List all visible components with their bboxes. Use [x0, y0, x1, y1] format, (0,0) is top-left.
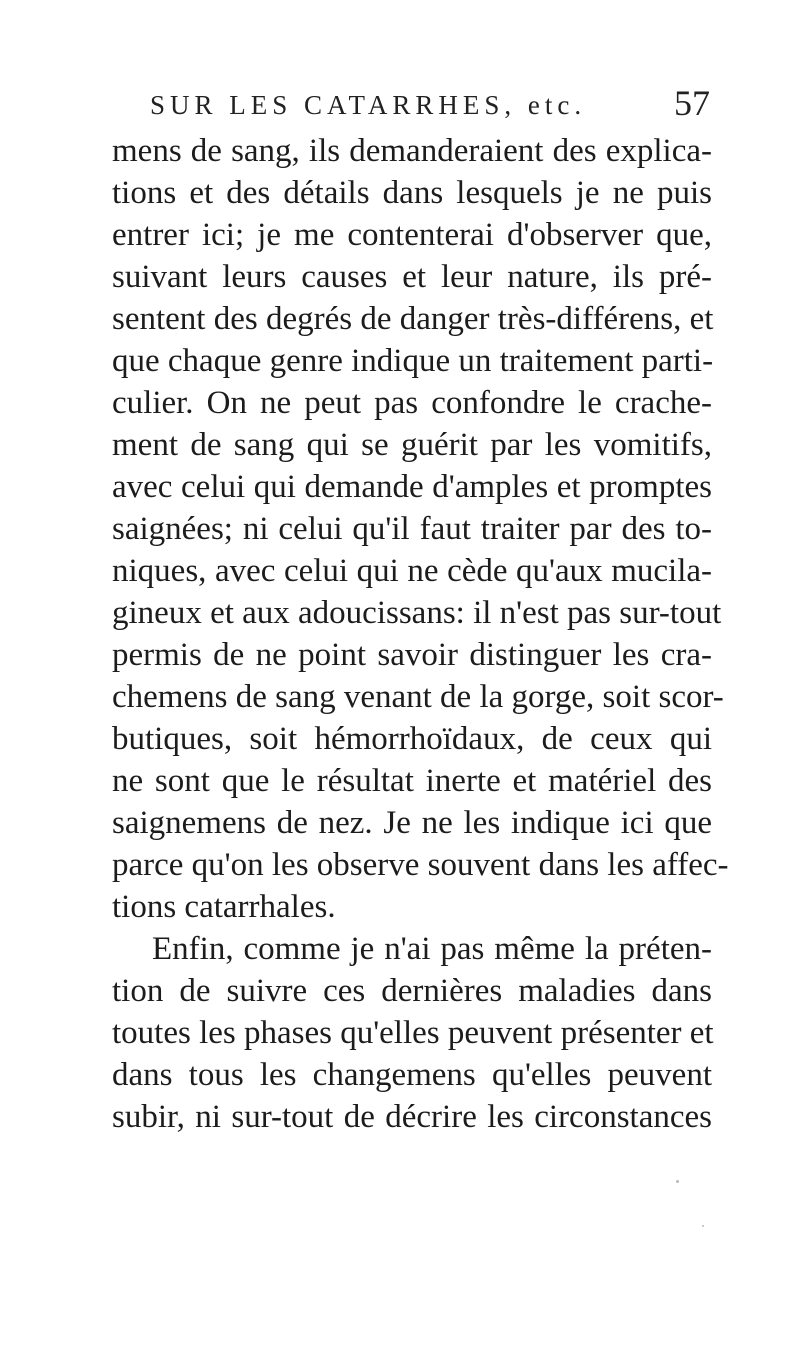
text-line: culier. On ne peut pas confondre le crache-: [112, 385, 712, 421]
text-line: entrer ici; je me contenterai d'observer que,: [112, 217, 712, 253]
page-number: 57: [674, 83, 710, 123]
text-line: suivant leurs causes et leur nature, ils pré-: [112, 259, 712, 295]
paper-speck: [702, 1225, 704, 1227]
paragraph-2: [112, 928, 712, 1138]
text-line: que chaque genre indique un traitement parti-: [112, 343, 714, 379]
page-header: [150, 82, 710, 126]
text-line: dans tous les changemens qu'elles peuvent: [112, 1057, 712, 1093]
text-line: saignées; ni celui qu'il faut traiter par des to-: [112, 511, 712, 547]
paragraph-1: [112, 130, 729, 928]
text-line: ment de sang qui se guérit par les vomitifs,: [112, 427, 712, 463]
text-line: saignemens de nez. Je ne les indique ici que: [112, 805, 712, 841]
body-text: [112, 130, 729, 1138]
text-line: tion de suivre ces dernières maladies dans: [112, 973, 712, 1009]
text-line: niques, avec celui qui ne cède qu'aux mucila-: [112, 553, 712, 589]
text-line: gineux et aux adoucissans: il n'est pas sur-tout: [112, 595, 722, 631]
text-line: parce qu'on les observe souvent dans les affec-: [112, 847, 729, 883]
text-line: tions catarrhales.: [112, 889, 336, 925]
text-line: permis de ne point savoir distinguer les cra-: [112, 637, 712, 673]
text-line: ne sont que le résultat inerte et matériel des: [112, 763, 712, 799]
text-line: tions et des détails dans lesquels je ne puis: [112, 175, 712, 211]
text-line: sentent des degrés de danger très-différens, et: [112, 301, 714, 337]
paper-speck: [676, 1180, 679, 1183]
running-head: SUR LES CATARRHES, etc.: [150, 90, 587, 120]
text-line: butiques, soit hémorrhoïdaux, de ceux qui: [112, 721, 712, 757]
text-line: mens de sang, ils demanderaient des explica-: [112, 133, 712, 169]
text-line: avec celui qui demande d'amples et promptes: [112, 469, 712, 505]
text-line: toutes les phases qu'elles peuvent présenter et: [112, 1015, 714, 1051]
text-line: chemens de sang venant de la gorge, soit scor-: [112, 679, 724, 715]
text-line: Enfin, comme je n'ai pas même la préten-: [152, 931, 712, 967]
text-line: subir, ni sur-tout de décrire les circonstances: [112, 1099, 712, 1135]
